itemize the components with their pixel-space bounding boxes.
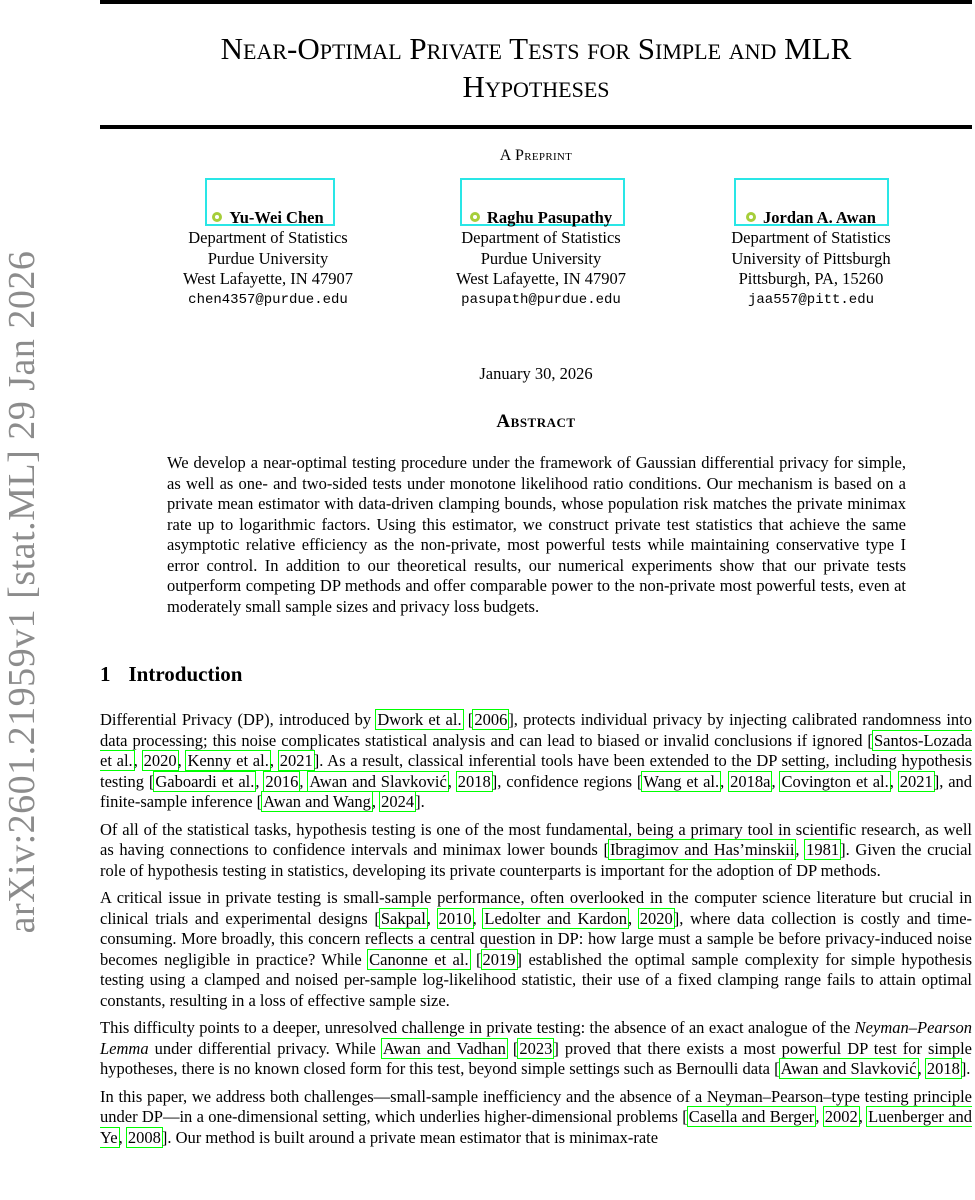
paper-date: January 30, 2026 [479, 364, 593, 383]
author-address: West Lafayette, IN 47907 [455, 269, 627, 288]
text-run: ], protects individual privacy by injecting calibrated randomness into data processing; this noise complicates statistical analysis and can lead to biased or invalid conclusions if ignored [ [100, 710, 973, 750]
paragraph-2 [100, 820, 972, 882]
section-title: Introduction [128, 662, 243, 686]
text-run: ], confidence regions [ [491, 771, 643, 791]
citation-link[interactable]: 2021 [899, 771, 933, 791]
author-email[interactable]: chen4357@purdue.edu [188, 291, 348, 308]
text-run: , [371, 792, 381, 811]
section-number: 1 [100, 662, 111, 686]
text-run: ]. As a result, classical inferential tools have been extended to the DP setting, including hypothesis testing [ [100, 751, 973, 791]
abstract-text: We develop a near-optimal testing procedure under the framework of Gaussian differential privacy for simple, as well as one- and two-sided tests under monotone likelihood ratio conditions. Our mechanism is based on a private mean estimator with data-driven clamping bounds, whose population risk matches the private minimax rate up to logarithmic factors. Using this estimator, we construct private test statistics that achieve the same asymptotic relative efficiency as the non-private, most powerful tests while maintaining conservative type I error control. In addition to our theoretical results, our numerical experiments show that our private tests outperform competing DP methods and offer comparable power to the non-private most powerful tests, even at moderately small sample sizes and privacy loss budgets. [167, 453, 906, 616]
text-run: , [472, 908, 484, 928]
text-run: This difficulty points to a deeper, unresolved challenge in private testing: the absence of an exact analogue of the [100, 1018, 855, 1037]
title-bottom-rule [100, 125, 972, 129]
orcid-icon[interactable] [212, 212, 222, 222]
citation-link[interactable]: Santos-Lozada et al. [100, 730, 972, 770]
preprint-label: A Preprint [499, 147, 573, 164]
citation-link[interactable]: Ledolter and Kardon [484, 908, 627, 928]
text-run: ], where data collection is costly and time-consuming. More broadly, this concern reflects a central question in DP: how large must a sample be before privacy-induced noise becomes negligible in practice? While [100, 908, 973, 969]
citation-link[interactable]: 2008 [127, 1127, 161, 1147]
paper-title [100, 30, 972, 106]
paragraph-3 [100, 888, 972, 1011]
text-run: , [795, 840, 806, 859]
arxiv-identifier: arXiv:2601.21959v1 [stat.ML] 29 Jan 2026 [1, 250, 43, 934]
citation-link[interactable]: Kenny et al. [187, 751, 269, 770]
text-run: , [255, 771, 265, 791]
text-run: , [627, 908, 639, 928]
author-address: Pittsburgh, PA, 15260 [738, 269, 884, 288]
text-run: [ [462, 710, 474, 729]
citation-link[interactable]: 1981 [806, 840, 840, 859]
text-run: ]. Our method is built around a private mean estimator that is minimax-rate [161, 1127, 659, 1147]
citation-link[interactable]: Luenberger and Ye [100, 1107, 973, 1147]
text-run: ]. [960, 1059, 971, 1078]
text-run: , [917, 1059, 926, 1078]
citation-link[interactable]: Awan and Slavković [309, 771, 447, 791]
citation-link[interactable]: 2018 [926, 1059, 960, 1078]
author-email[interactable]: pasupath@purdue.edu [461, 291, 621, 308]
text-run: , [299, 771, 309, 791]
citation-link[interactable]: 2018 [457, 771, 491, 791]
author-department: Department of Statistics [731, 228, 891, 247]
text-run: , [447, 771, 457, 791]
citation-link[interactable]: Ibragimov and Has’minskii [609, 840, 795, 859]
author-block-2 [391, 178, 691, 310]
text-run: ]. [415, 792, 425, 811]
author-block-3 [661, 178, 961, 310]
citation-link[interactable]: 2016 [265, 771, 299, 791]
text-run: , [771, 771, 781, 791]
text-run: , [133, 751, 143, 770]
citation-link[interactable]: Awan and Slavković [780, 1059, 917, 1078]
paragraph-5 [100, 1087, 972, 1149]
author-name[interactable]: Jordan A. Awan [661, 208, 961, 229]
text-run: , [426, 908, 438, 928]
citation-link[interactable]: 2024 [381, 792, 415, 811]
text-run: [ [469, 949, 482, 969]
citation-link[interactable]: 2020 [143, 751, 177, 770]
citation-link[interactable]: 2020 [639, 908, 673, 928]
citation-link[interactable]: 2010 [438, 908, 472, 928]
citation-link[interactable]: Gaboardi et al. [155, 771, 255, 791]
text-run: , [118, 1127, 127, 1147]
title-line-2: Hypotheses [462, 69, 610, 104]
citation-link[interactable]: Awan and Vadhan [382, 1038, 506, 1058]
citation-link[interactable]: Covington et al. [781, 771, 889, 791]
author-address: West Lafayette, IN 47907 [182, 269, 354, 288]
text-run: , [858, 1107, 868, 1126]
text-run: , [177, 751, 187, 770]
author-email[interactable]: jaa557@pitt.edu [747, 291, 875, 308]
text-run: A critical issue in private testing is small-sample performance, often overlooked in the computer science literature but crucial in clinical trials and experimental designs [ [100, 888, 972, 928]
abstract-heading: Abstract [496, 411, 576, 432]
author-institution: University of Pittsburgh [731, 248, 891, 268]
citation-link[interactable]: Canonne et al. [369, 949, 469, 969]
author-block-1 [118, 178, 418, 310]
paragraph-4 [100, 1018, 972, 1080]
text-run: [ [506, 1038, 519, 1058]
text-run: ] established the optimal sample complexity for simple hypothesis testing using a clamped and noised per-sample log-likelihood statistic, their use of a fixed clamping range fails to attain optimal constants, resulting in a loss of effective sample size. [100, 949, 973, 1010]
text-run: , [269, 751, 279, 770]
text-run: under differential privacy. While [148, 1038, 382, 1058]
text-run: Of all of the statistical tasks, hypothesis testing is one of the most fundamental, being a primary tool in scientific research, as well as having connections to confidence intervals and minimax lower bounds [ [100, 819, 972, 859]
text-run: , [889, 771, 899, 791]
text-run: In this paper, we address both challenges—small-sample inefficiency and the absence of a Neyman–Pearson–type testing principle under DP—in a one-dimensional setting, which underlies higher-dimensional problems [ [100, 1086, 972, 1126]
author-institution: Purdue University [480, 248, 602, 268]
author-name[interactable]: Yu-Wei Chen [118, 208, 418, 229]
arxiv-side-stamp [0, 250, 44, 934]
emphasis-term: Neyman–Pearson Lemma [100, 1018, 972, 1058]
text-run: ], and finite-sample inference [ [100, 771, 973, 811]
citation-link[interactable]: 2023 [519, 1038, 553, 1058]
citation-link[interactable]: 2018a [730, 771, 771, 791]
author-institution: Purdue University [207, 248, 329, 268]
author-department: Department of Statistics [461, 228, 621, 247]
author-name[interactable]: Raghu Pasupathy [391, 208, 691, 229]
author-department: Department of Statistics [188, 228, 348, 247]
citation-link[interactable]: 2002 [824, 1107, 858, 1126]
text-run: Differential Privacy (DP), introduced by [100, 710, 377, 729]
citation-link[interactable]: Sakpal [380, 908, 426, 928]
citation-link[interactable]: Dwork et al. [377, 710, 462, 729]
citation-link[interactable]: Wang et al. [643, 771, 720, 791]
introduction-body [100, 710, 972, 1155]
text-run: , [720, 771, 730, 791]
citation-link[interactable]: 2021 [279, 751, 313, 770]
title-top-rule [100, 0, 972, 4]
citation-link[interactable]: Casella and Berger [688, 1107, 815, 1126]
text-run: , [815, 1107, 824, 1126]
orcid-icon[interactable] [470, 212, 480, 222]
text-run: ] proved that there exists a most powerful DP test for simple hypotheses, there is no known closed form for this test, beyond simple settings such as Bernoulli data [ [100, 1038, 972, 1078]
citation-link[interactable]: 2019 [482, 949, 516, 969]
orcid-icon[interactable] [746, 212, 756, 222]
title-line-1: Near-Optimal Private Tests for Simple and MLR [220, 31, 852, 66]
citation-link[interactable]: Awan and Wang [263, 792, 371, 811]
citation-link[interactable]: 2006 [474, 710, 508, 729]
section-heading [100, 662, 242, 687]
text-run: ]. Given the crucial role of hypothesis testing in statistics, developing its private counterparts is important for the adoption of DP methods. [100, 840, 973, 880]
paragraph-1 [100, 710, 972, 813]
